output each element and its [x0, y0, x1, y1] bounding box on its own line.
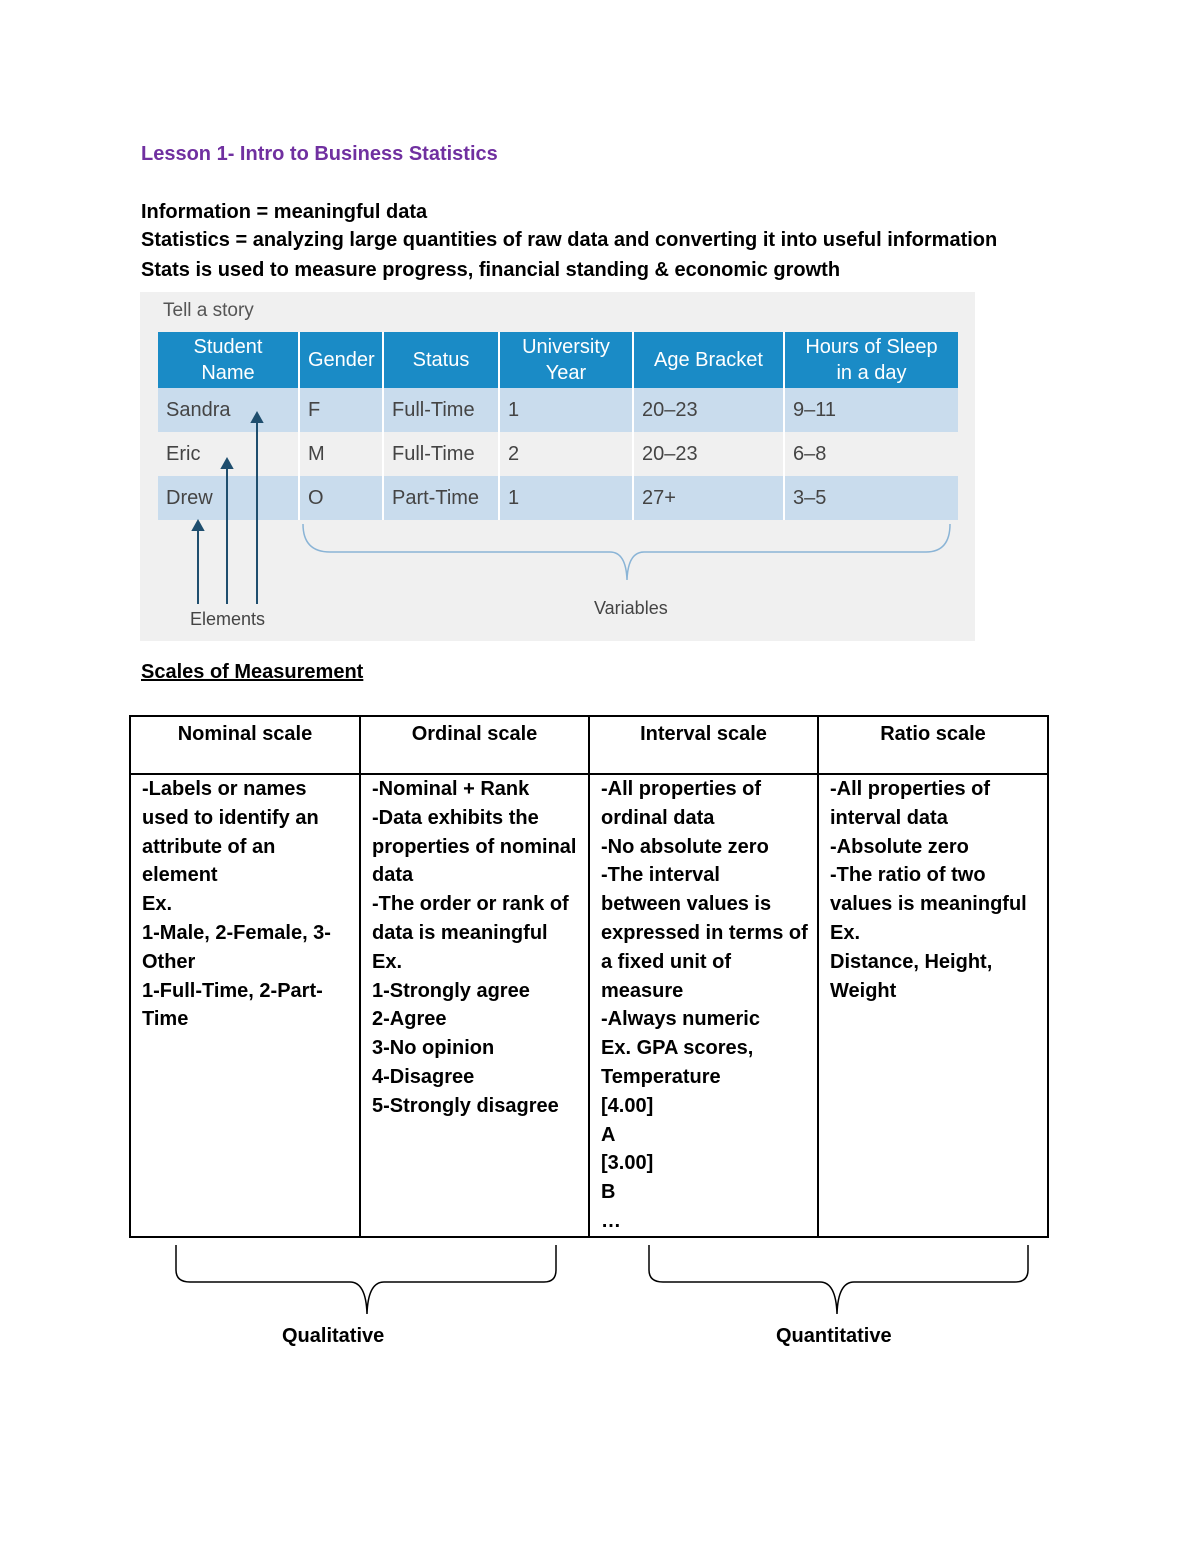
cell-status: Full-Time — [384, 432, 500, 476]
elements-label: Elements — [190, 609, 266, 629]
header-student-name: Student Name — [158, 332, 300, 388]
header-interval-scale: Interval scale — [589, 716, 818, 774]
scales-body-row — [130, 774, 1048, 1237]
cell-age: 27+ — [634, 476, 785, 520]
nominal-description: -Labels or names used to identify an attribute of an element Ex. 1-Male, 2-Female, 3- Other 1-Full-Time, 2-Part- Time — [130, 774, 360, 1237]
header-status: Status — [384, 332, 500, 388]
interval-description: -All properties of ordinal data -No absolute zero -The interval between values is expressed in terms of a fixed unit of measure -Always numeric Ex. GPA scores, Temperature [4.00] A [3.00] B … — [589, 774, 818, 1237]
scales-table — [129, 715, 1049, 1238]
cell-status: Part-Time — [384, 476, 500, 520]
intro-line-stats-usage: Stats is used to measure progress, financial standing & economic growth — [141, 259, 841, 281]
arrow-head-eric — [222, 459, 232, 468]
figure-title: Tell a story — [163, 300, 254, 321]
ratio-description: -All properties of interval data -Absolute zero -The ratio of two values is meaningful Ex. Distance, Height, Weight — [818, 774, 1048, 1237]
variables-brace — [303, 524, 950, 580]
header-ratio-scale: Ratio scale — [818, 716, 1048, 774]
qualitative-brace — [176, 1245, 556, 1314]
cell-gender: O — [300, 476, 384, 520]
lesson-title: Lesson 1- Intro to Business Statistics — [141, 143, 498, 165]
qualitative-label: Qualitative — [282, 1325, 385, 1347]
tell-a-story-figure — [140, 292, 975, 641]
element-arrows — [193, 413, 262, 604]
ordinal-description: -Nominal + Rank -Data exhibits the properties of nominal data -The order or rank of data is meaningful Ex. 1-Strongly agree 2-Agree 3-No opinion 4-Disagree 5-Strongly disagree — [360, 774, 589, 1237]
header-age-bracket: Age Bracket — [634, 332, 785, 388]
cell-age: 20–23 — [634, 388, 785, 432]
cell-gender: M — [300, 432, 384, 476]
cell-gender: F — [300, 388, 384, 432]
variables-label: Variables — [594, 598, 668, 618]
cell-sleep: 6–8 — [785, 432, 958, 476]
quantitative-brace — [649, 1245, 1028, 1314]
cell-status: Full-Time — [384, 388, 500, 432]
scales-heading: Scales of Measurement — [141, 661, 364, 683]
cell-year: 1 — [500, 388, 634, 432]
cell-sleep: 3–5 — [785, 476, 958, 520]
cell-name: Sandra — [158, 388, 300, 432]
header-hours-of-sleep: Hours of Sleep in a day — [785, 332, 958, 388]
cell-year: 2 — [500, 432, 634, 476]
header-nominal-scale: Nominal scale — [130, 716, 360, 774]
cell-name: Drew — [158, 476, 300, 520]
header-gender: Gender — [300, 332, 384, 388]
header-ordinal-scale: Ordinal scale — [360, 716, 589, 774]
quantitative-label: Quantitative — [776, 1325, 892, 1347]
scales-header-row — [130, 716, 1048, 774]
arrow-head-sandra — [252, 413, 262, 422]
cell-age: 20–23 — [634, 432, 785, 476]
cell-sleep: 9–11 — [785, 388, 958, 432]
cell-year: 1 — [500, 476, 634, 520]
intro-line-information: Information = meaningful data — [141, 201, 428, 223]
figure-annotations — [140, 292, 975, 641]
cell-name: Eric — [158, 432, 300, 476]
arrow-head-drew — [193, 521, 203, 530]
intro-line-statistics: Statistics = analyzing large quantities of raw data and converting it into useful information — [141, 229, 998, 251]
header-university-year: University Year — [500, 332, 634, 388]
